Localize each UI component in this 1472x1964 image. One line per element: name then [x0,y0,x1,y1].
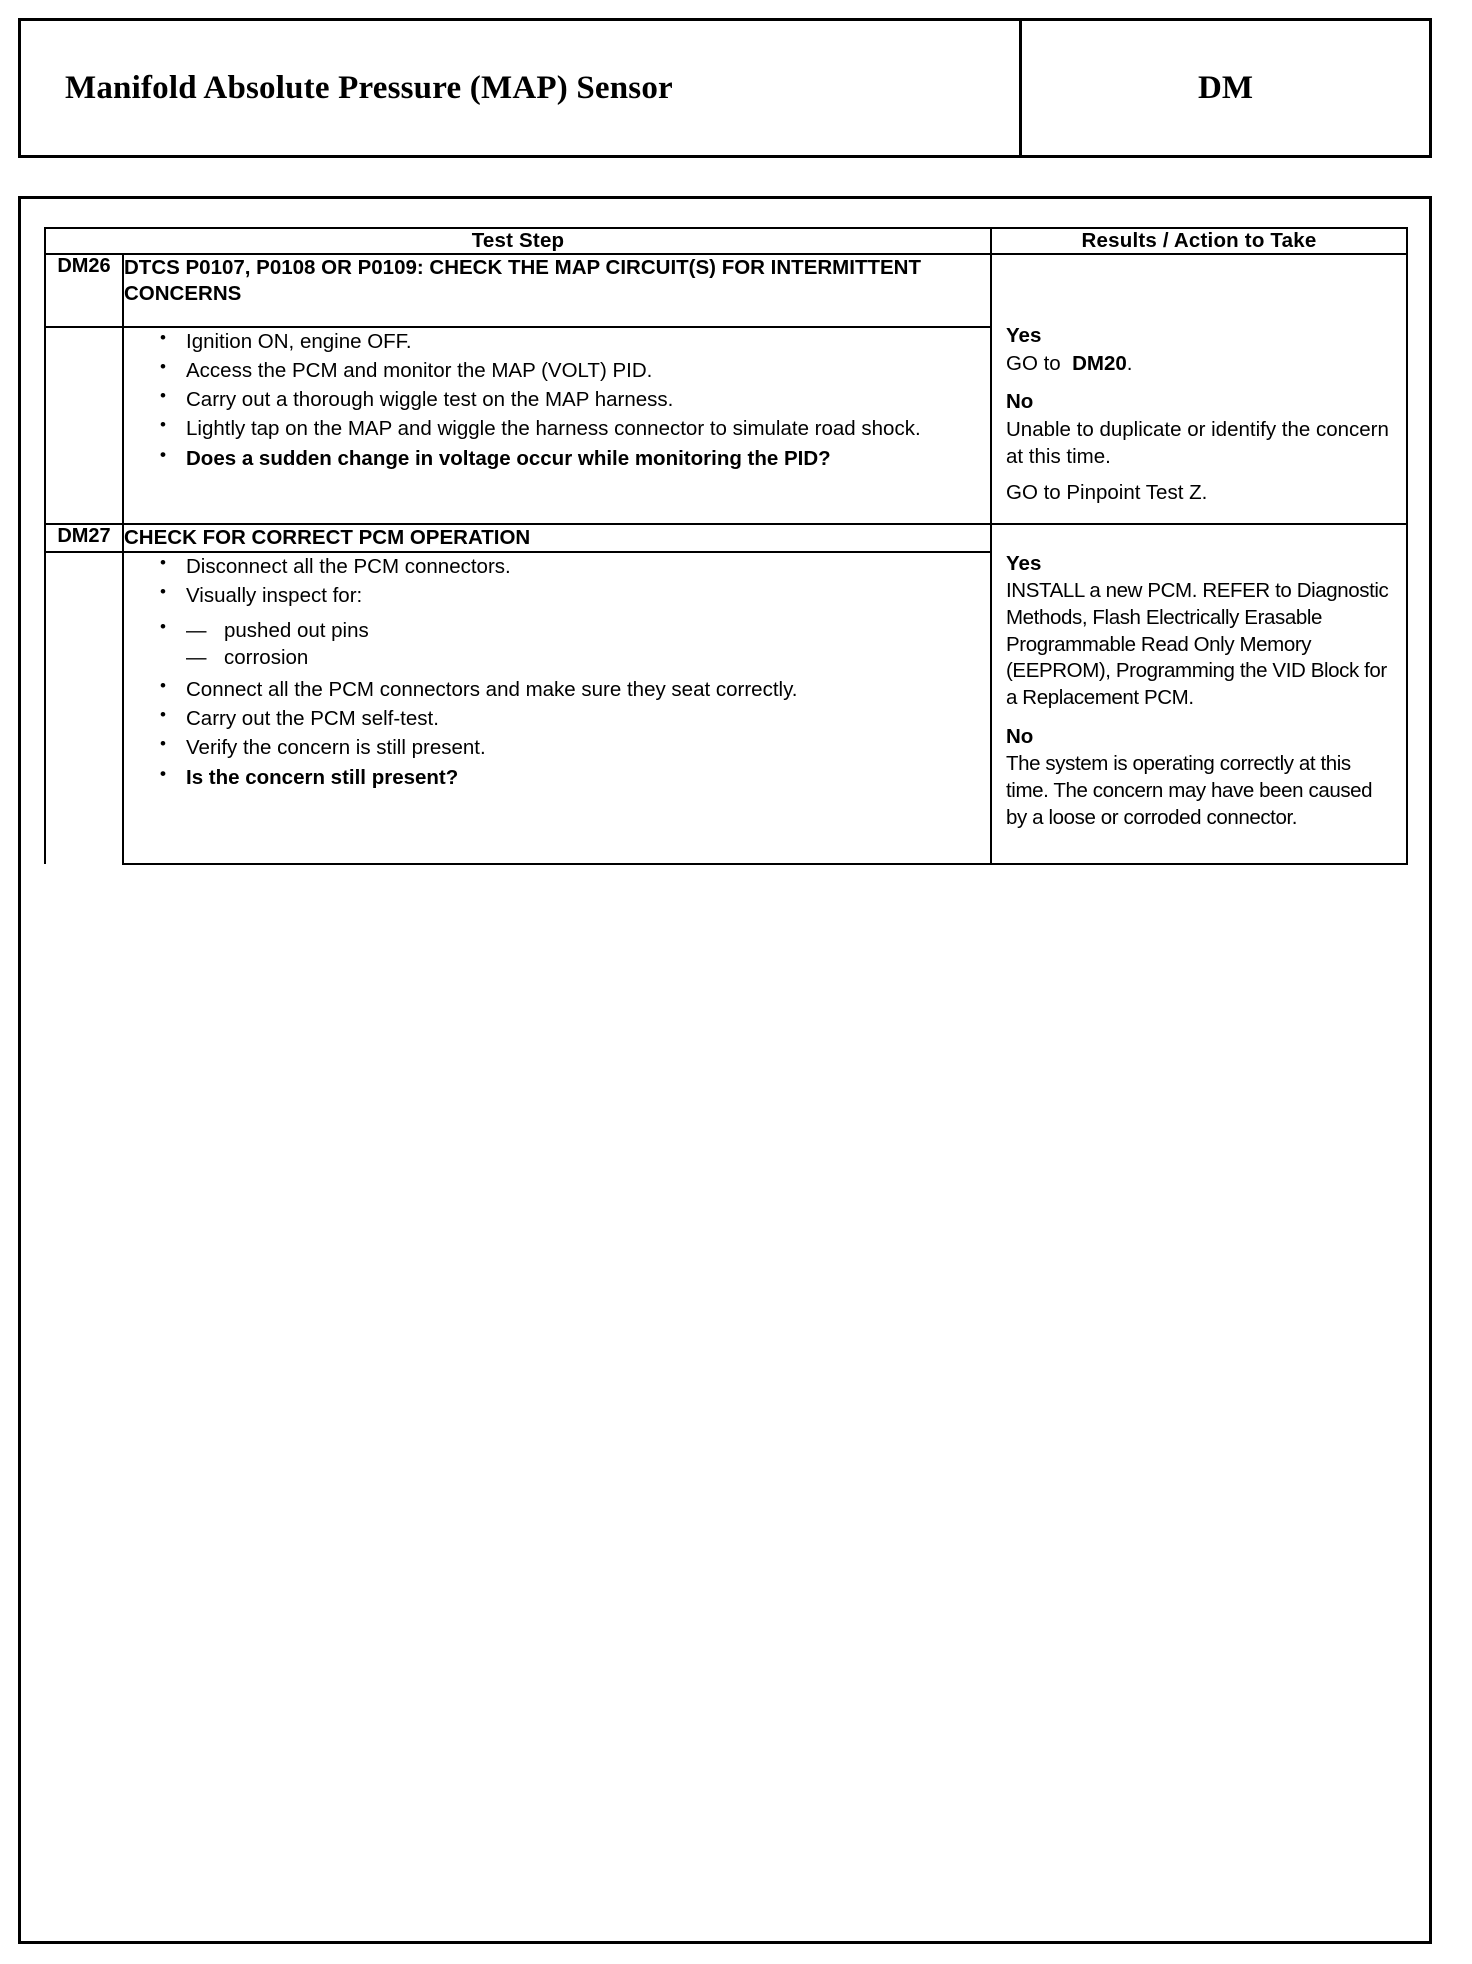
result-text-yes: INSTALL a new PCM. REFER to Diagnostic Methods, Flash Electrically Erasable Programmable Read Only Memory (EEPROM), Programming the VID Block for a Replacement PCM. [1006,579,1389,710]
results-cell-dm27 [991,524,1407,864]
list-item: • Connect all the PCM connectors and make sure they seat correctly. [124,676,990,703]
header-code-cell [1022,21,1429,155]
table-row [45,254,1407,327]
result-text-goto: GO to Pinpoint Test Z. [1006,481,1208,505]
table-header-row [45,228,1407,254]
result-label-no: No [1006,390,1034,414]
result-text-yes: GO to DM20. [1006,351,1133,375]
sub-list-container [124,617,990,672]
result-label-yes: Yes [1006,551,1042,575]
list-item: • Ignition ON, engine OFF. [124,328,990,355]
page-title: Manifold Absolute Pressure (MAP) Sensor [65,69,673,106]
section-code: DM [1198,69,1253,106]
results-cell-dm26 [991,254,1407,524]
list-item: • Carry out a thorough wiggle test on the MAP harness. [124,386,990,413]
list-item: • Disconnect all the PCM connectors. [124,553,990,580]
result-label-yes: Yes [1006,324,1042,347]
list-item: • Access the PCM and monitor the MAP (VOLT) PID. [124,357,990,384]
step-body-dm27 [123,552,991,864]
list-item: • Visually inspect for: [124,582,990,609]
list-item: • Lightly tap on the MAP and wiggle the harness connector to simulate road shock. [124,415,990,442]
step-id-spacer-dm27 [45,552,123,864]
result-text-no: The system is operating correctly at this time. The concern may have been caused by a loose or corroded connector. [1006,752,1373,829]
step-id-dm27: DM27 [45,524,123,552]
step-id-spacer-dm26 [45,327,123,524]
header-title-cell [21,21,1022,155]
pinpoint-test-table [44,227,1408,865]
column-header-results: Results / Action to Take [991,228,1407,254]
list-item: • Verify the concern is still present. [124,734,990,761]
result-label-no: No [1006,724,1034,748]
step-title-dm26: DTCS P0107, P0108 OR P0109: CHECK THE MAP CIRCUIT(S) FOR INTERMITTENT CONCERNS [123,254,991,327]
step-id-dm26: DM26 [45,254,123,327]
list-item: • Carry out the PCM self-test. [124,705,990,732]
result-text-no: Unable to duplicate or identify the concern at this time. [1006,417,1389,468]
page-header [18,18,1432,158]
step-body-dm26 [123,327,991,524]
table-row [45,524,1407,552]
list-item: • Is the concern still present? [124,764,990,791]
column-header-test-step: Test Step [45,228,991,254]
list-item: • Does a sudden change in voltage occur while monitoring the PID? [124,445,990,472]
content-frame [18,196,1432,1944]
sub-list-item: — • pushed out pins [186,617,990,645]
step-title-dm27: CHECK FOR CORRECT PCM OPERATION [123,524,991,552]
sub-list-item: — corrosion [186,644,990,672]
